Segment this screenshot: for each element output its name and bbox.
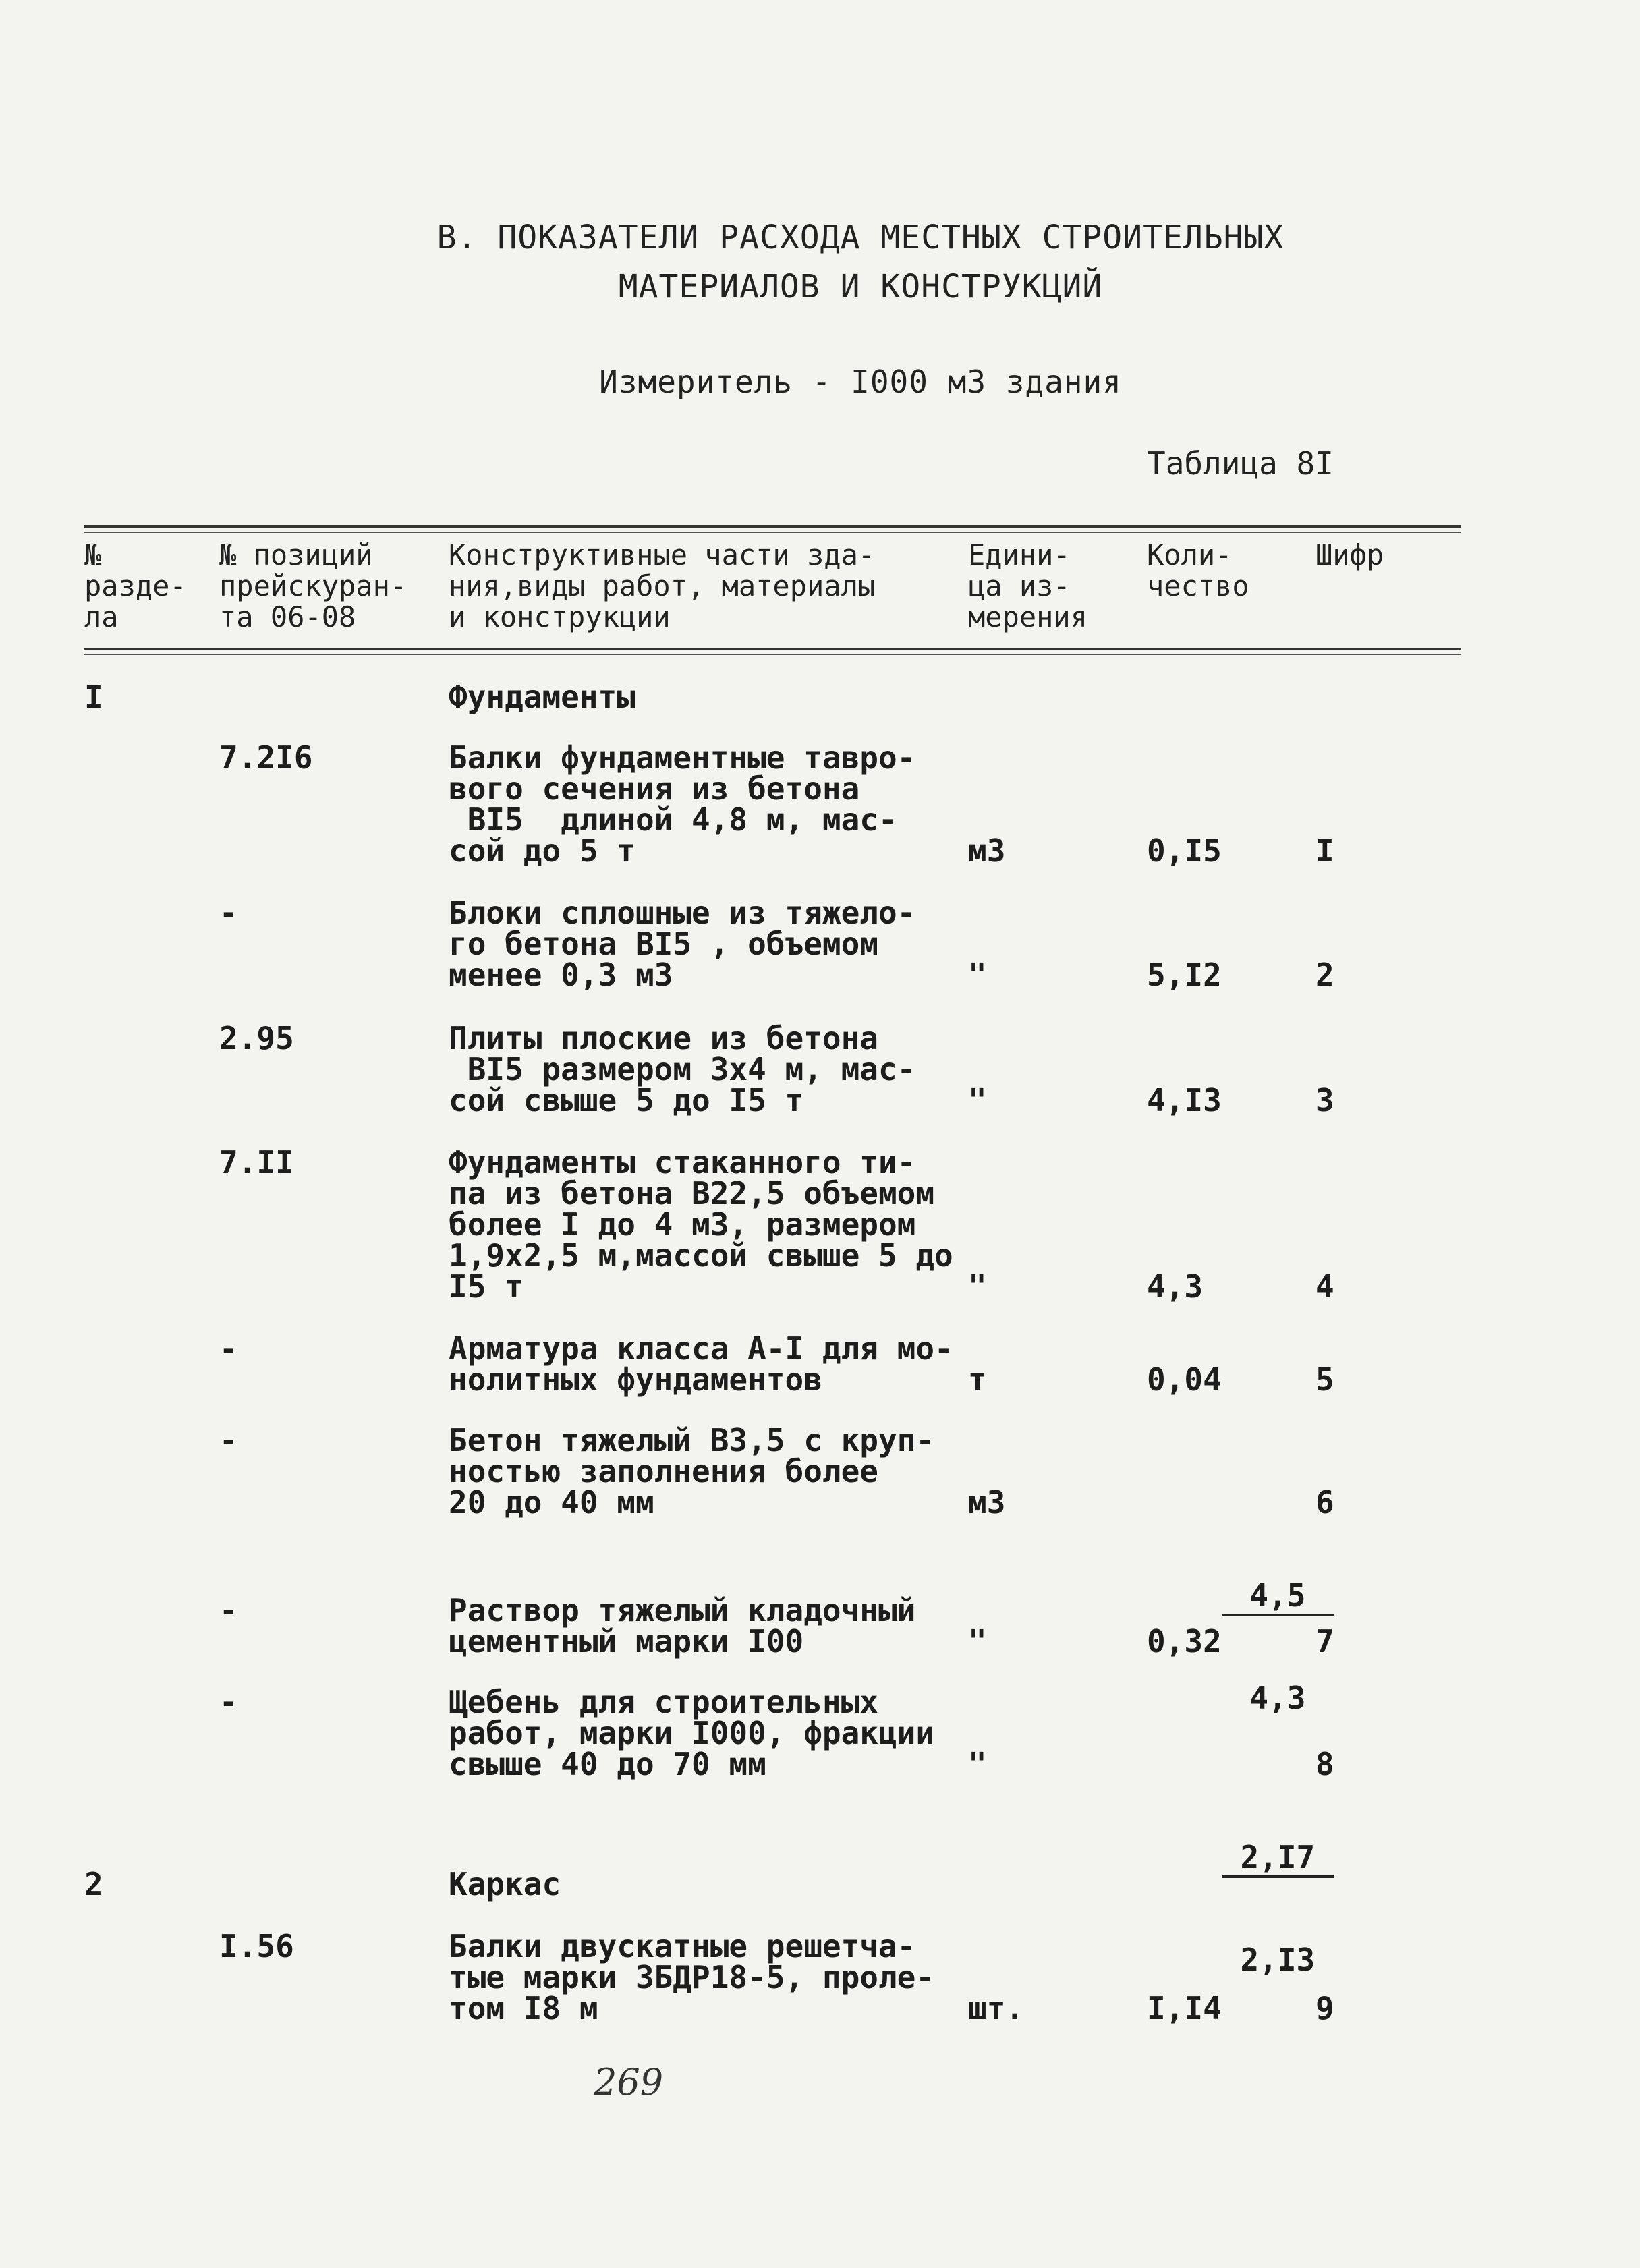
page-title-line-1: В. ПОКАЗАТЕЛИ РАСХОДА МЕСТНЫХ СТРОИТЕЛЬНЫХ [436,219,1284,256]
row-position: 2.95 [219,1020,294,1056]
row-quantity: 0,32 [1147,1623,1222,1660]
row-unit: " [968,1623,987,1660]
section-title: Каркас [449,1866,561,1902]
row-quantity: 5,I2 [1147,957,1222,993]
row-quantity-top: 2,I7 [1222,1842,1334,1878]
row-position: - [219,1422,238,1458]
row-unit: " [968,1268,987,1305]
section-title: Фундаменты [449,679,635,715]
row-code: I [1316,832,1334,869]
row-unit: м3 [968,832,1006,869]
section-number: 2 [84,1866,103,1902]
row-description: Раствор тяжелый кладочный цементный марки I00 [449,1592,916,1660]
row-code: 2 [1316,957,1334,993]
row-quantity: 4,I3 [1147,1082,1222,1118]
row-code: 4 [1316,1268,1334,1305]
row-description: Балки фундаментные тавро- вого сечения из бетона BI5 длиной 4,8 м, мас- сой до 5 т [449,739,916,869]
row-unit: м3 [968,1484,1006,1521]
row-unit: т [968,1361,987,1398]
row-position: - [219,1330,238,1367]
row-code: 5 [1316,1361,1334,1398]
row-quantity-bottom: 2,I3 [1240,1941,1316,1978]
row-position: - [219,1592,238,1628]
row-description: Бетон тяжелый В3,5 с круп- ностью заполнения более 20 до 40 мм [449,1422,935,1521]
header-section-number: № разде- ла [84,538,187,633]
row-description: Плиты плоские из бетона BI5 размером 3х4 м, мас- сой свыше 5 до I5 т [449,1020,916,1118]
row-description: Фундаменты стаканного ти- па из бетона В22,5 объемом более I до 4 м3, размером 1,9х2,5 м,массой свыше 5 до I5 т [449,1144,953,1305]
header-code: Шифр [1316,538,1384,571]
row-position: - [219,1684,238,1720]
row-code: 3 [1316,1082,1334,1118]
row-quantity-top: 4,5 [1222,1580,1334,1616]
row-position: 7.2I6 [219,739,313,776]
row-quantity: 0,04 [1147,1361,1222,1398]
header-quantity: Коли- чество [1147,538,1249,602]
row-code: 9 [1316,1990,1334,2026]
row-unit: " [968,957,987,993]
row-position: I.56 [219,1928,294,1964]
measure-unit-line: Измеритель - I000 м3 здания [599,364,1122,400]
row-description: Блоки сплошные из тяжело- го бетона BI5 , объемом менее 0,3 м3 [449,895,916,993]
section-number: I [84,679,103,715]
row-unit: шт. [968,1990,1025,2026]
row-unit: " [968,1082,987,1118]
row-position: - [219,895,238,931]
table-top-rule-thin [84,532,1461,533]
row-description: Щебень для строительных работ, марки I000, фракции свыше 40 до 70 мм [449,1684,935,1782]
header-price-position: № позиций прейскуран- та 06-08 [219,538,407,633]
row-description: Балки двускатные решетча- тые марки 3БДР18-5, проле- том I8 м [449,1928,935,2026]
table-header-rule [84,648,1461,650]
table-top-rule [84,525,1461,528]
row-quantity-bottom: 4,3 [1249,1680,1306,1716]
row-code: 7 [1316,1623,1334,1660]
row-code: 8 [1316,1746,1334,1782]
row-unit: " [968,1746,987,1782]
row-quantity: I,I4 [1147,1990,1222,2026]
row-position: 7.II [219,1144,294,1181]
row-description: Арматура класса А-I для мо- нолитных фундаментов [449,1330,953,1398]
page-title-line-2: МАТЕРИАЛОВ И КОНСТРУКЦИЙ [618,268,1103,306]
row-quantity: 0,I5 [1147,832,1222,869]
row-quantity: 4,3 [1147,1268,1204,1305]
table-header-rule-thin [84,654,1461,655]
header-unit: Едини- ца из- мерения [968,538,1088,633]
page-number: 269 [594,2061,664,2103]
header-description: Конструктивные части зда- ния,виды работ, материалы и конструкции [449,538,876,633]
row-code: 6 [1316,1484,1334,1521]
table-number: Таблица 8I [1147,445,1334,482]
